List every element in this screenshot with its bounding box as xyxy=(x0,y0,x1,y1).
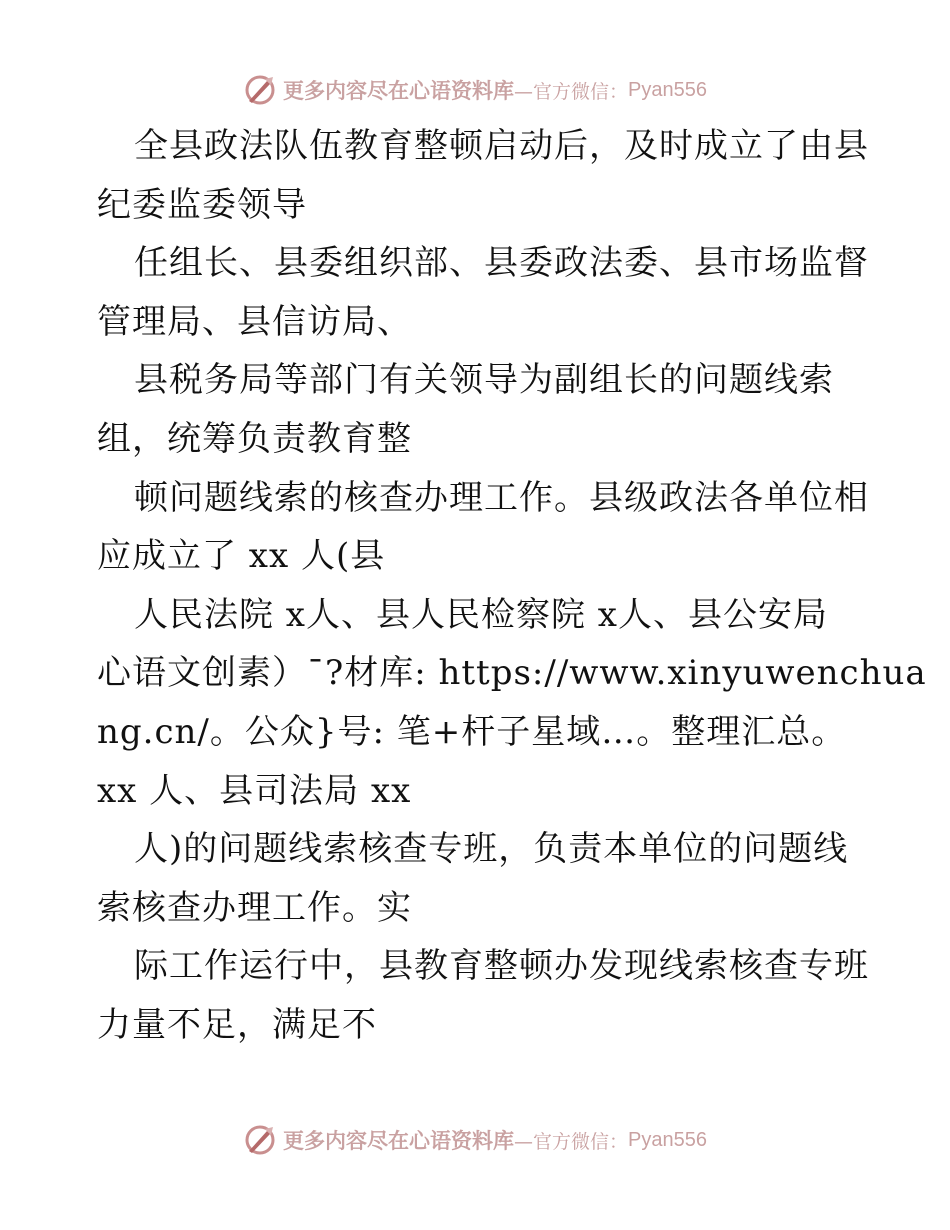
body-line-11: ng.cn/。公众}号: 笔+杆子星域…。整理汇总。 xyxy=(97,711,847,752)
body-line-16: 力量不足，满足不 xyxy=(97,1004,377,1045)
body-line-7: 顿问题线索的核查办理工作。县级政法各单位相 xyxy=(134,477,869,518)
header-banner-dash-text: —官方微信： xyxy=(514,80,629,103)
footer-banner-id-text: Pyan556 xyxy=(628,1128,707,1151)
body-line-12: xx 人、县司法局 xx xyxy=(97,770,412,811)
document-body xyxy=(97,117,927,1055)
body-line-4: 管理局、县信访局、 xyxy=(97,301,412,342)
body-line-8: 应成立了 xx 人(县 xyxy=(97,536,386,577)
body-line-14: 索核查办理工作。实 xyxy=(97,887,412,928)
footer-watermark-banner xyxy=(0,1120,950,1160)
header-watermark-banner xyxy=(0,70,950,110)
quill-circle-logo-icon xyxy=(243,73,277,107)
body-line-15: 际工作运行中，县教育整顿办发现线索核查专班 xyxy=(134,946,869,987)
header-banner-id-text: Pyan556 xyxy=(628,78,707,101)
quill-circle-logo-icon xyxy=(243,1123,277,1157)
footer-banner-main-text: 更多内容尽在心语资料库 xyxy=(283,1128,514,1153)
body-line-1: 全县政法队伍教育整顿启动后，及时成立了由县 xyxy=(134,126,869,166)
body-line-9: 人民法院 x人、县人民检察院 x人、县公安局 xyxy=(134,594,828,635)
footer-banner-dash-text: —官方微信： xyxy=(514,1130,629,1153)
body-line-3: 任组长、县委组织部、县委政法委、县市场监督 xyxy=(134,243,869,284)
body-line-10: 心语文创素）¯?材库: https://www.xinyuwenchua xyxy=(97,653,927,694)
body-line-2: 纪委监委领导 xyxy=(97,184,307,225)
body-line-13: 人)的问题线索核查专班，负责本单位的问题线 xyxy=(134,829,849,870)
body-line-6: 组，统筹负责教育整 xyxy=(97,418,412,459)
header-banner-main-text: 更多内容尽在心语资料库 xyxy=(283,78,514,103)
body-line-5: 县税务局等部门有关领导为副组长的问题线索 xyxy=(134,360,834,401)
